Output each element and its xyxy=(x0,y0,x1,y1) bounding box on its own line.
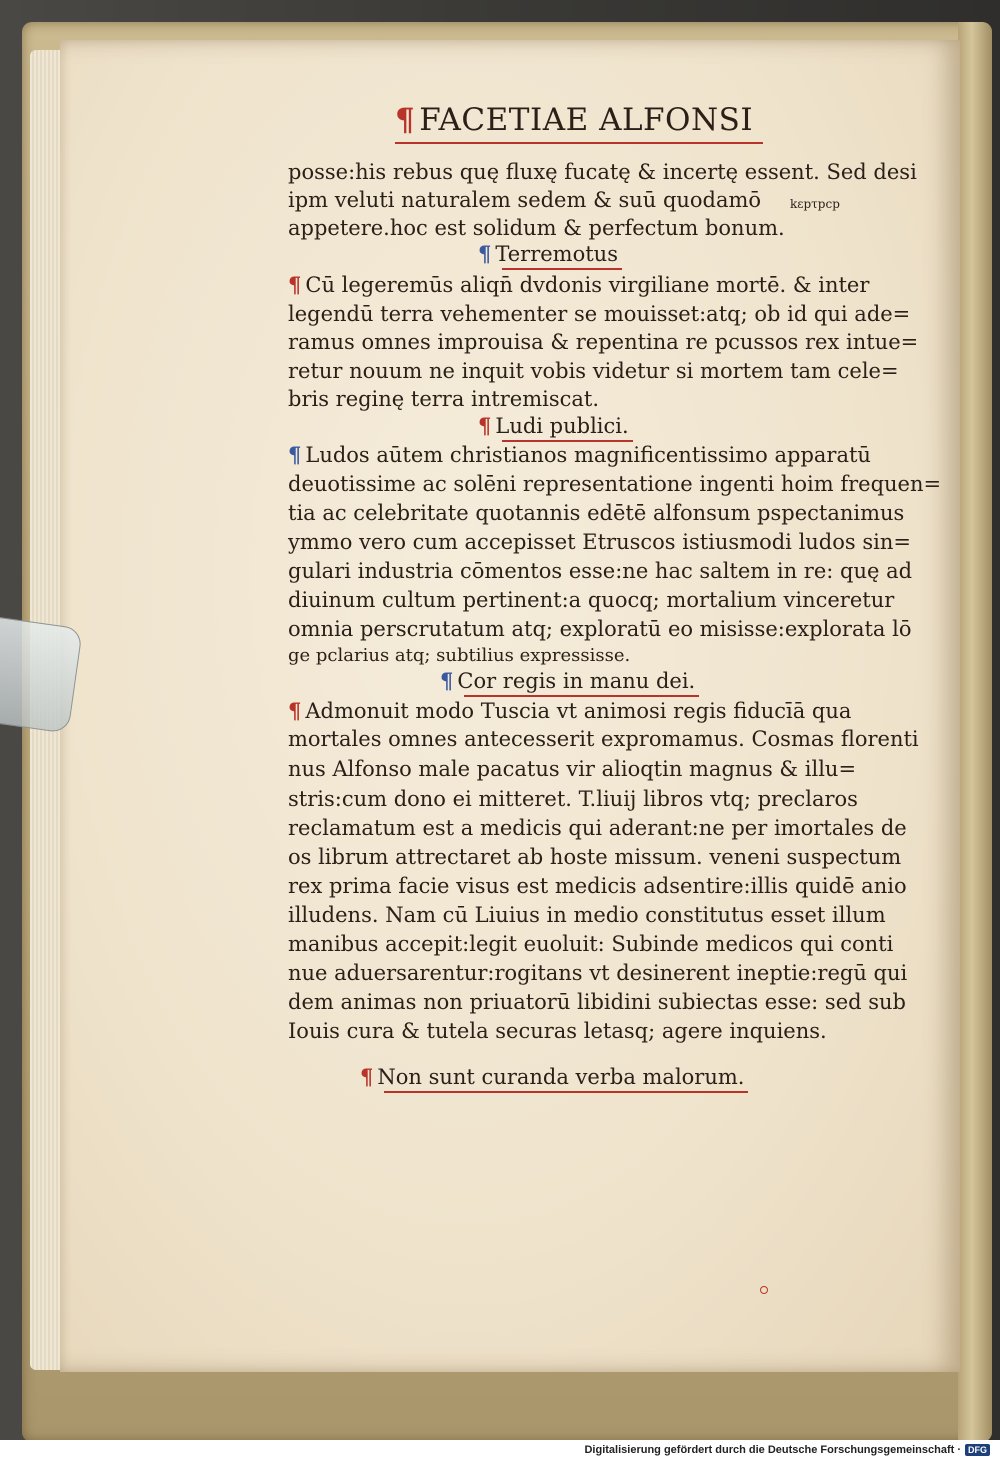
text-line: ge pclarius atq; subtilius expressisse. xyxy=(288,645,631,666)
text-line: nue aduersarentur:rogitans vt desinerent ineptie:regū qui xyxy=(288,961,908,985)
text-line: ¶ Admonuit modo Tuscia vt animosi regis fiducīā qua xyxy=(288,698,852,723)
footer-credit xyxy=(584,1444,990,1456)
text-line: nus Alfonso male pacatus vir alioqtin magnus & illu= xyxy=(288,757,857,781)
heading-underline xyxy=(502,440,633,442)
heading-underline xyxy=(502,268,622,270)
text-line: tia ac celebritate quotannis edētē alfonsum pspectanimus xyxy=(288,501,905,525)
text-line: legendū terra vehementer se mouisset:atq; ob id qui ade= xyxy=(288,302,911,326)
pilcrow-icon: ¶ xyxy=(440,668,454,693)
section-heading: ¶ Ludi publici. xyxy=(478,415,629,437)
heading-underline xyxy=(384,1091,748,1093)
dfg-logo: DFG xyxy=(965,1444,990,1456)
text-line: bris reginę terra intremiscat. xyxy=(288,387,599,411)
section-heading: ¶ Cor regis in manu dei. xyxy=(440,670,695,692)
text-line: ¶ Cū legeremūs aliqn̄ dvdonis virgiliane mortē. & inter xyxy=(288,272,870,297)
running-title-text: FACETIAE ALFONSI xyxy=(419,102,754,138)
bookmark-strip xyxy=(0,616,83,733)
text-line: stris:cum dono ei mitteret. T.liuij libros vtq; preclaros xyxy=(288,787,858,811)
text-line: gulari industria cōmentos esse:ne hac saltem in re: quę ad xyxy=(288,559,913,583)
section-heading: ¶ Non sunt curanda verba malorum. xyxy=(360,1066,744,1088)
text-line: ramus omnes improuisa & repentina re pcussos rex intue= xyxy=(288,330,919,354)
text-line: mortales omnes antecesserit expromamus. Cosmas florenti xyxy=(288,727,919,751)
text-line: appetere.hoc est solidum & perfectum bonum. xyxy=(288,216,785,240)
text-line: diuinum cultum pertinent:a quocq; mortalium vinceretur xyxy=(288,588,895,612)
text-line: posse:his rebus quę fluxę fucatę & incertę essent. Sed desi xyxy=(288,160,917,184)
margin-note: kεpτpcp xyxy=(790,197,840,211)
pilcrow-icon: ¶ xyxy=(360,1064,374,1089)
pilcrow-icon: ¶ xyxy=(288,698,302,723)
pilcrow-icon: ¶ xyxy=(288,442,302,467)
book-spine xyxy=(958,22,992,1442)
text-line: omnia perscrutatum atq; exploratū eo misisse:explorata lō xyxy=(288,617,912,641)
footer-credit-text: Digitalisierung gefördert durch die Deutsche Forschungsgemeinschaft · xyxy=(584,1444,961,1456)
text-line: ymmo vero cum accepisset Etruscos istiusmodi ludos sin= xyxy=(288,530,911,554)
text-line: reclamatum est a medicis qui aderant:ne per imortales de xyxy=(288,816,907,840)
text-line: manibus accepit:legit euoluit: Subinde medicos qui conti xyxy=(288,932,894,956)
section-heading: ¶ Terremotus xyxy=(478,243,618,265)
text-line: illudens. Nam cū Liuius in medio constitutus esset illum xyxy=(288,903,886,927)
pilcrow-icon: ¶ xyxy=(395,102,416,138)
text-line: retur nouum ne inquit vobis videtur si mortem tam cele= xyxy=(288,359,899,383)
pilcrow-icon: ¶ xyxy=(478,241,492,266)
text-line: Iouis cura & tutela securas letasq; agere inquiens. xyxy=(288,1019,827,1043)
heading-underline xyxy=(464,695,699,697)
title-underline xyxy=(395,142,763,144)
ink-stain xyxy=(760,1286,768,1294)
text-line: ¶ Ludos aūtem christianos magnificentissimo apparatū xyxy=(288,442,871,467)
text-line: deuotissime ac solēni representatione ingenti hoim frequen= xyxy=(288,472,942,496)
running-title xyxy=(395,102,753,138)
text-line: dem animas non priuatorū libidini subiectas esse: sed sub xyxy=(288,990,906,1014)
pilcrow-icon: ¶ xyxy=(478,413,492,438)
pilcrow-icon: ¶ xyxy=(288,272,302,297)
text-line: ipm veluti naturalem sedem & suū quodamō xyxy=(288,188,762,212)
text-line: os librum attrectaret ab hoste missum. veneni suspectum xyxy=(288,845,902,869)
text-line: rex prima facie visus est medicis adsentire:illis quidē anio xyxy=(288,874,907,898)
